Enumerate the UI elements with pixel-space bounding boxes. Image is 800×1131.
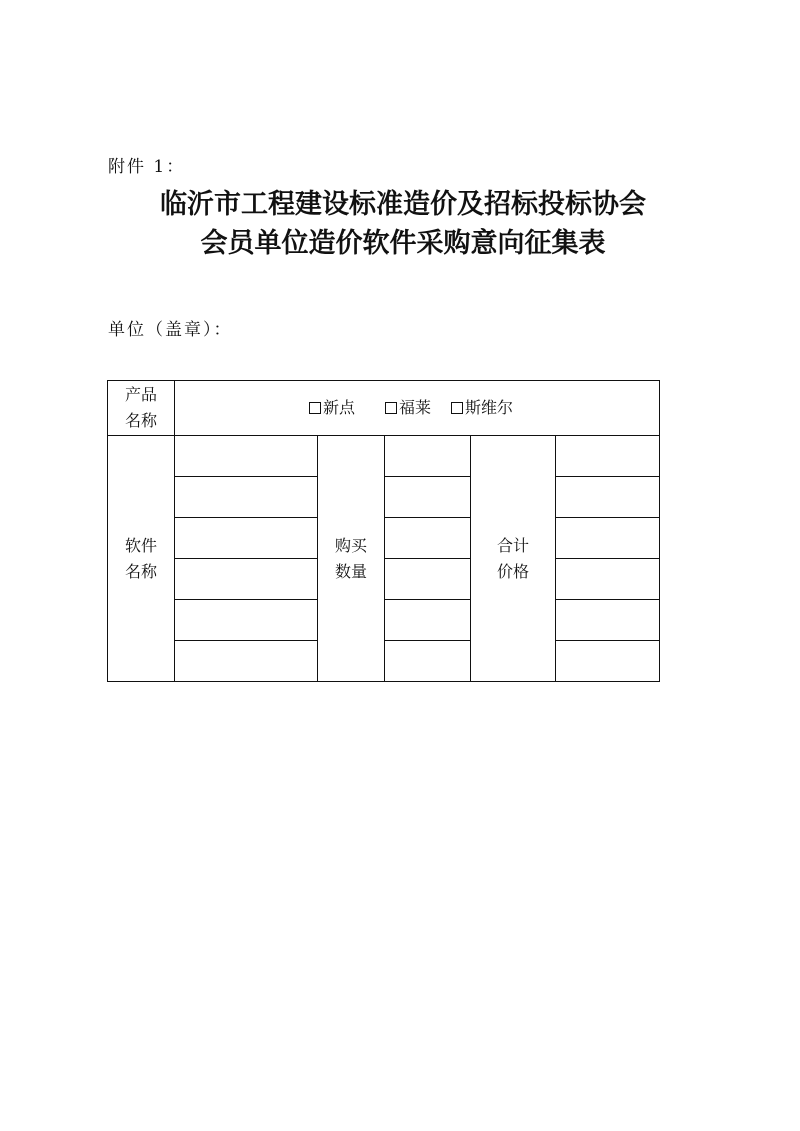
quantity-input-3[interactable]: [385, 518, 471, 559]
product-header-line-2: 名称: [124, 411, 157, 430]
quantity-input-6[interactable]: [385, 641, 471, 682]
total-price-input-1[interactable]: [556, 436, 660, 477]
option-siweier[interactable]: [451, 395, 513, 421]
software-name-input-4[interactable]: [175, 559, 318, 600]
software-label-line-1: 软件: [124, 535, 157, 555]
quantity-input-1[interactable]: [385, 436, 471, 477]
total-price-input-2[interactable]: [556, 477, 660, 518]
total-price-input-3[interactable]: [556, 518, 660, 559]
total-label-line-2: 价格: [496, 561, 529, 581]
software-name-input-2[interactable]: [175, 477, 318, 518]
quantity-label-cell: [318, 436, 385, 682]
unit-seal-label: 单位（盖章）：: [108, 320, 233, 340]
title-line-2: 会员单位造价软件采购意向征集表: [200, 228, 606, 259]
total-price-label-cell: [471, 436, 556, 682]
option-siweier-label: 斯维尔: [465, 397, 514, 417]
total-label-line-1: 合计: [496, 535, 529, 555]
software-name-input-3[interactable]: [175, 518, 318, 559]
checkbox-icon[interactable]: [309, 402, 321, 414]
total-price-input-6[interactable]: [556, 641, 660, 682]
product-name-header: [108, 381, 175, 436]
quantity-label-line-2: 数量: [334, 561, 367, 581]
software-label-line-2: 名称: [124, 561, 157, 581]
title-line-1: 临沂市工程建设标准造价及招标投标协会: [160, 189, 646, 220]
software-name-input-6[interactable]: [175, 641, 318, 682]
quantity-input-2[interactable]: [385, 477, 471, 518]
checkbox-icon[interactable]: [451, 402, 463, 414]
product-options-cell: [175, 381, 660, 436]
total-price-input-5[interactable]: [556, 600, 660, 641]
quantity-label-line-1: 购买: [334, 535, 367, 555]
option-xindian[interactable]: [309, 395, 355, 421]
attachment-label: 附件 1：: [108, 157, 186, 177]
total-price-input-4[interactable]: [556, 559, 660, 600]
software-name-input-1[interactable]: [175, 436, 318, 477]
option-fulai-label: 福莱: [398, 397, 431, 417]
procurement-form-table: [107, 380, 660, 682]
checkbox-icon[interactable]: [385, 402, 397, 414]
option-xindian-label: 新点: [322, 397, 355, 417]
quantity-input-4[interactable]: [385, 559, 471, 600]
software-name-label-cell: [108, 436, 175, 682]
option-fulai[interactable]: [385, 395, 431, 421]
software-name-input-5[interactable]: [175, 600, 318, 641]
product-header-line-1: 产品: [124, 385, 157, 404]
quantity-input-5[interactable]: [385, 600, 471, 641]
